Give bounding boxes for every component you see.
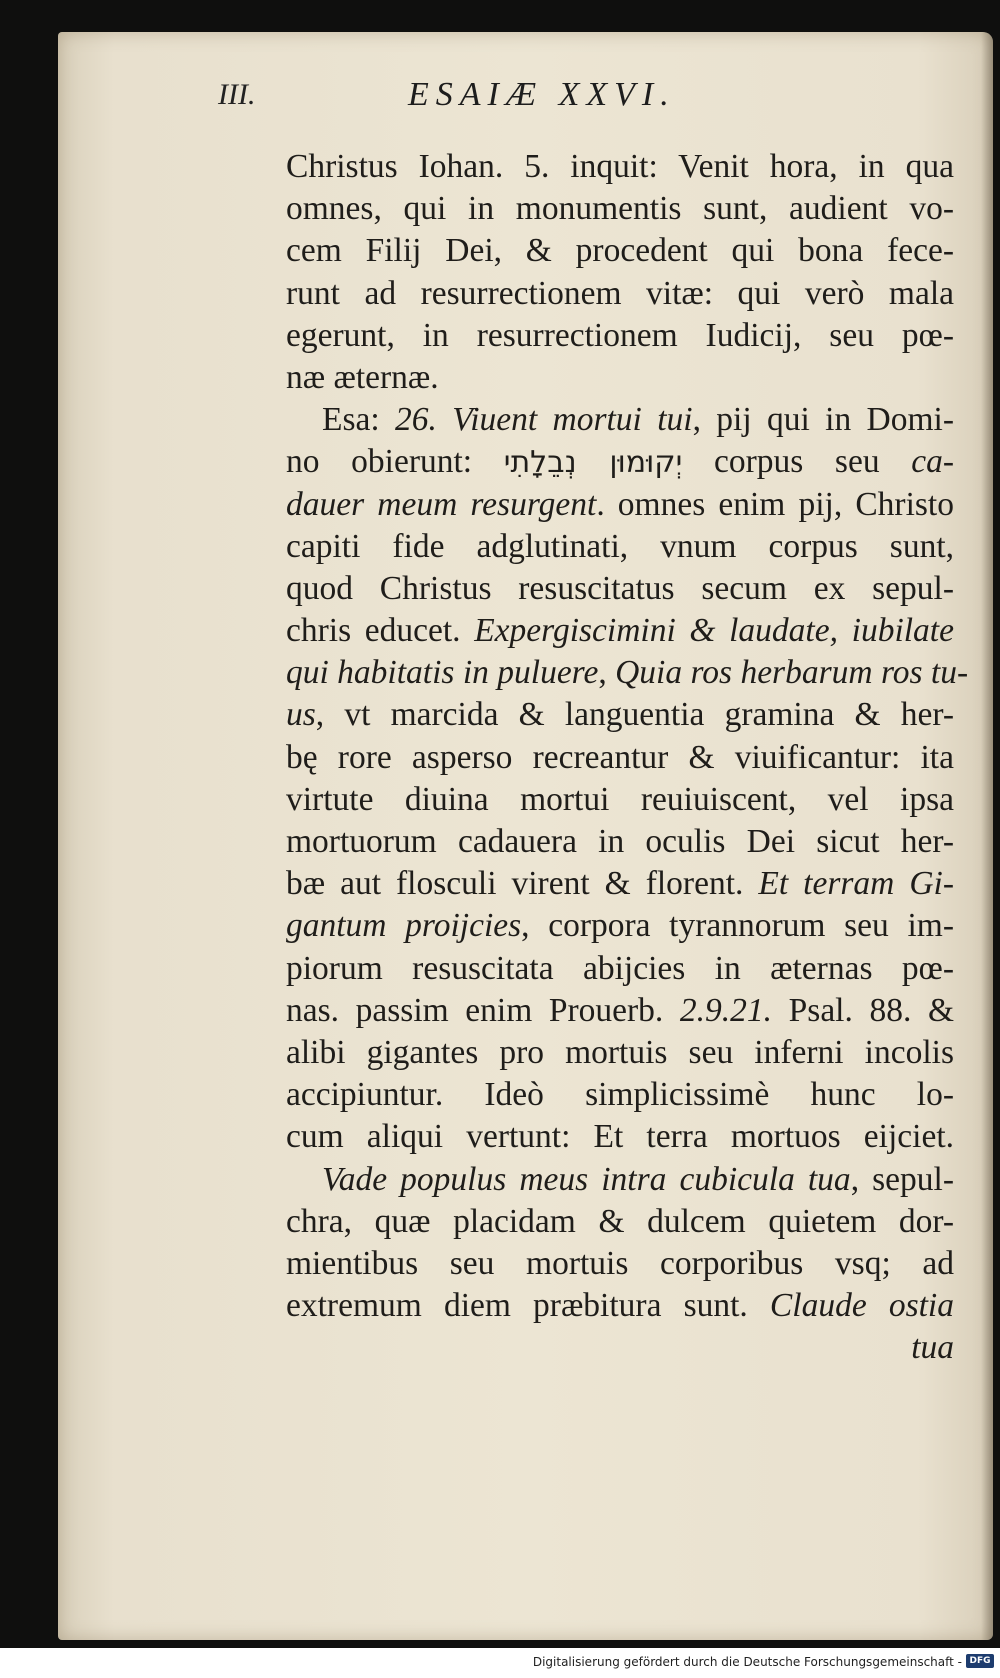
text-run: , vt marcida & languentia gramina & her- <box>315 696 954 734</box>
text-line: omnes, qui in monumentis sunt, audient vo- <box>286 190 954 228</box>
scripture-quote: Et terram Gi- <box>758 865 954 903</box>
text-line: cum aliqui vertunt: Et terra mortuos eijciet. <box>286 1118 954 1156</box>
scripture-quote: dauer meum resurgent <box>286 485 597 523</box>
text-line: mientibus seu mortuis corporibus vsq; ad <box>286 1244 954 1282</box>
text-line <box>286 905 954 947</box>
text-run: , corpora tyrannorum seu im- <box>521 907 954 945</box>
text-line: accipiuntur. Ideò simplicissimè hunc lo- <box>286 1076 954 1114</box>
text-line: cem Filij Dei, & procedent qui bona fece- <box>286 232 954 270</box>
text-line: egerunt, in resurrectionem Iudicij, seu pœ- <box>286 316 954 354</box>
text-line <box>286 610 954 652</box>
text-line: chra, quæ placidam & dulcem quietem dor- <box>286 1202 954 1240</box>
text-run: nas. passim enim Prouerb. <box>286 991 680 1029</box>
text-line <box>286 399 954 441</box>
text-run: , pij qui in Domi- <box>692 401 954 439</box>
scripture-quote: Claude ostia <box>769 1287 954 1325</box>
text-run: Psal. 88. & <box>772 991 954 1029</box>
running-title: ESAIÆ XXVI. <box>408 76 676 113</box>
text-run: , sepul- <box>850 1160 954 1198</box>
text-line <box>286 1285 954 1327</box>
text-run: chris educet. <box>286 612 475 650</box>
text-line: alibi gigantes pro mortuis seu inferni incolis <box>286 1033 954 1071</box>
catchword: tua <box>911 1329 954 1367</box>
scripture-quote: us <box>286 696 316 734</box>
page-edge-shadow <box>981 32 993 1640</box>
page-number: III. <box>218 78 256 111</box>
citation: 2.9.21. <box>679 991 773 1029</box>
text-line: virtute diuina mortui reuiuiscent, vel ipsa <box>286 780 954 818</box>
text-line: bę rore asperso recreantur & viuificantur: ita <box>286 738 954 776</box>
body-text <box>286 146 969 1369</box>
scripture-quote: gantum proijcies <box>286 907 522 945</box>
text-line: piorum resuscitata abijcies in æternas pœ- <box>286 949 954 987</box>
text-line <box>286 652 969 694</box>
scripture-quote: Quia ros herbarum ros tu- <box>615 654 969 692</box>
funding-credit: Digitalisierung gefördert durch die Deutsche Forschungsgemeinschaft - <box>532 1655 962 1669</box>
text-line: næ æternæ. <box>286 358 439 396</box>
text-line <box>286 1159 954 1201</box>
text-run: corpus seu <box>682 443 912 481</box>
scripture-quote: Vade populus meus intra cubicula tua <box>322 1160 851 1198</box>
text-line: capiti fide adglutinati, vnum corpus sunt, <box>286 527 954 565</box>
text-line <box>286 441 954 483</box>
text-line <box>286 484 954 526</box>
running-head <box>218 78 748 128</box>
text-line <box>286 990 954 1032</box>
text-line: quod Christus resuscitatus secum ex sepul- <box>286 569 954 607</box>
scripture-quote: Expergiscimini & laudate, iubilate <box>474 612 954 650</box>
scripture-quote: qui habitatis in puluere <box>286 654 599 692</box>
dfg-logo: DFG <box>966 1654 994 1668</box>
digitization-footer <box>0 1648 1000 1678</box>
text-run: bæ aut flosculi virent & florent. <box>286 865 759 903</box>
hebrew-text: יְקוּמוּן נְבֵלָתִי <box>503 445 683 481</box>
text-line: runt ad resurrectionem vitæ: qui verò mala <box>286 274 954 312</box>
scripture-quote: 26. Viuent mortui tui <box>395 401 693 439</box>
text-line <box>286 694 954 736</box>
text-line: mortuorum cadauera in oculis Dei sicut her- <box>286 823 954 860</box>
text-run: Esa: <box>322 401 396 439</box>
text-line <box>286 863 954 905</box>
text-run: extremum diem præbitura sunt. <box>286 1287 770 1325</box>
text-line: Christus Iohan. 5. inquit: Venit hora, in qua <box>286 148 954 185</box>
text-run: , <box>598 654 616 692</box>
text-run: . omnes enim pij, Christo <box>596 485 954 523</box>
scripture-quote: ca- <box>911 443 954 481</box>
text-run: no obierunt: <box>286 443 504 481</box>
